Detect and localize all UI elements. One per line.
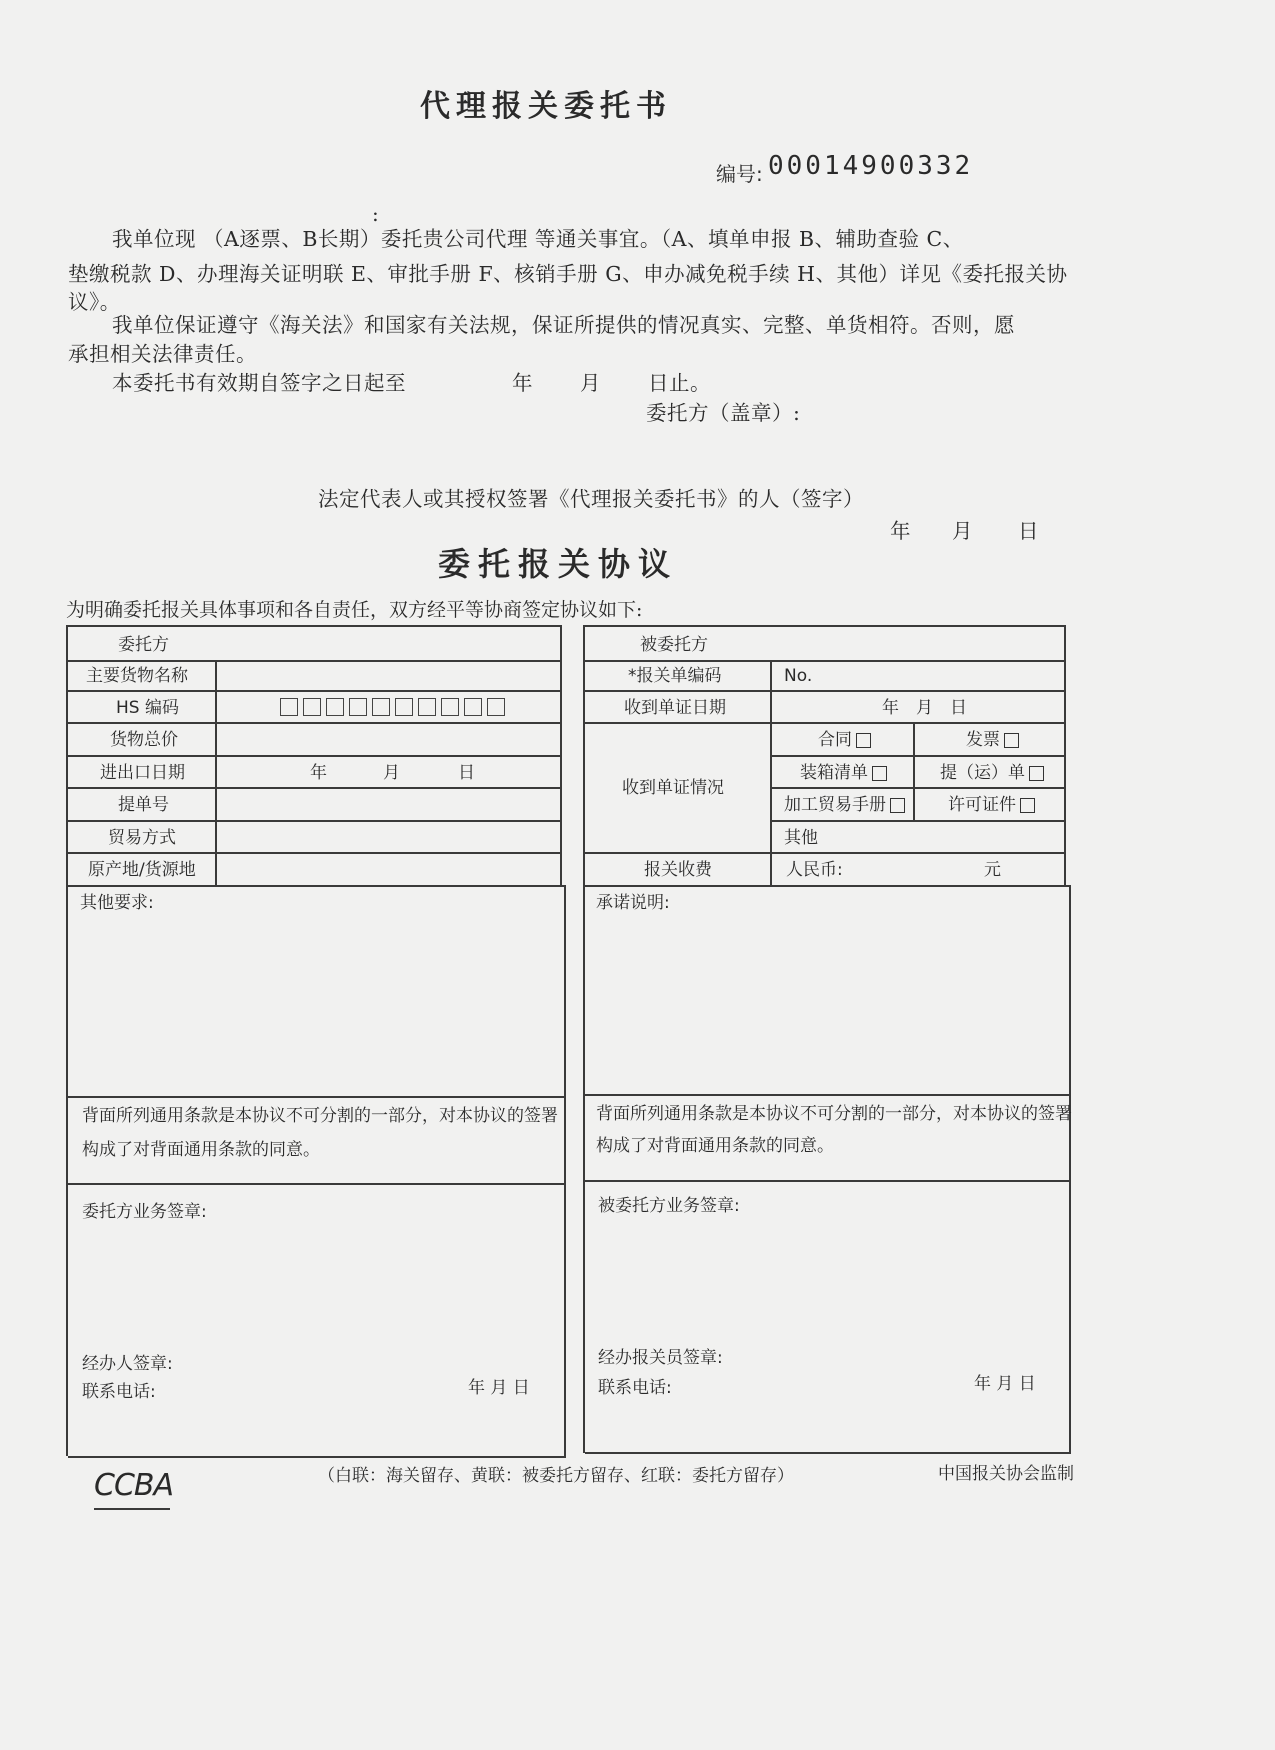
handler-sign: 经办人签章: [82,1354,173,1374]
left-table-left [66,625,68,1456]
rd-day: 日 [950,698,967,718]
invoice-label: 发票 [966,730,1000,750]
rrow-5 [770,787,1065,789]
left-table-top [66,625,561,627]
processing-manual-checkbox[interactable] [890,798,905,813]
check-processing-manual[interactable] [784,793,905,817]
para1-line1: 我单位现 （A逐票、B长期）委托贵公司代理 等通关事宜。（A、填单申报 B、辅助查验 C、 [112,227,964,251]
label-agent: 被委托方 [640,635,708,655]
label-received-date: 收到单证日期 [624,698,726,718]
rrow-8 [583,885,1071,887]
processing-manual-label: 加工贸易手册 [784,795,886,815]
para1-line2: 垫缴税款 D、办理海关证明联 E、审批手册 F、核销手册 G、申办减免税手续 H、其他）详见《委托报关协 [68,262,1068,286]
ccba-logo [94,1468,173,1503]
license-checkbox[interactable] [1020,798,1035,813]
label-received-status: 收到单证情况 [622,778,724,798]
label-other: 其他 [784,828,818,848]
hs-digit-box[interactable] [280,698,298,716]
document-title: 代理报关委托书 [420,89,672,124]
check-contract[interactable] [818,728,871,752]
phone-left: 联系电话: [82,1382,156,1402]
left-table-bottom [68,1456,566,1458]
rd-month: 月 [916,698,933,718]
check-license[interactable] [948,793,1035,817]
logo-underline [94,1508,170,1510]
bill-of-lading-checkbox[interactable] [1029,766,1044,781]
label-client: 委托方 [118,635,169,655]
yuan-label: 元 [984,860,1001,880]
lrow-4 [66,755,561,757]
right-table-left [583,625,585,1453]
label-total-value: 货物总价 [110,730,178,750]
rrow-1 [583,660,1065,662]
commitment-label: 承诺说明: [596,893,670,913]
right-table-bottom [585,1452,1071,1454]
right-terms-line [583,1094,1071,1096]
other-requirements-label: 其他要求: [80,893,154,913]
contract-checkbox[interactable] [856,733,871,748]
left-sign-line [66,1183,566,1185]
para2-line1: 我单位保证遵守《海关法》和国家有关法规，保证所提供的情况真实、完整、单货相符。否则，愿 [112,313,1015,337]
right-check-divider [913,722,915,820]
rrow-2 [583,690,1065,692]
colon-mark: : [372,202,379,226]
rrow-6 [770,820,1065,822]
check-packing-list[interactable] [800,761,887,785]
right-table-right-lower [1069,885,1071,1453]
rrow-7 [583,852,1065,854]
check-bill-of-lading[interactable] [940,761,1044,785]
right-sign-date: 年 月 日 [974,1374,1036,1394]
label-trade-mode: 贸易方式 [108,828,176,848]
label-origin: 原产地/货源地 [88,860,196,880]
label-hs-code: HS 编码 [116,698,179,718]
validity-text: 本委托书有效期自签字之日起至 [112,371,406,395]
para2-line2: 承担相关法律责任。 [68,342,257,366]
label-goods-name: 主要货物名称 [86,666,188,686]
left-sign-date: 年 月 日 [468,1378,530,1398]
check-invoice[interactable] [966,728,1019,752]
lrow-8 [66,885,566,887]
packing-list-label: 装箱清单 [800,763,868,783]
hs-digit-box[interactable] [395,698,413,716]
rd-year: 年 [882,698,899,718]
terms-left-line2: 构成了对背面通用条款的同意。 [82,1140,320,1160]
sign-day: 日 [1018,519,1039,543]
label-declaration-no: *报关单编码 [628,666,722,686]
hs-digit-box[interactable] [418,698,436,716]
hs-digit-box[interactable] [441,698,459,716]
agreement-intro: 为明确委托报关具体事项和各自责任，双方经平等协商签定协议如下: [66,599,643,621]
validity-day: 日止。 [648,371,711,395]
client-seal-label: 委托方（盖章）: [646,401,801,425]
label-fee: 报关收费 [644,860,712,880]
left-table-right-lower [564,885,566,1456]
hs-digit-box[interactable] [303,698,321,716]
para1-line3: 议》。 [68,290,121,314]
label-ie-date: 进出口日期 [100,763,185,783]
hs-digit-box[interactable] [372,698,390,716]
license-label: 许可证件 [948,795,1016,815]
terms-right-line1: 背面所列通用条款是本协议不可分割的一部分，对本协议的签署 [596,1104,1072,1124]
hs-digit-box[interactable] [464,698,482,716]
client-business-seal: 委托方业务签章: [82,1202,207,1222]
hs-digit-box[interactable] [326,698,344,716]
legal-rep-sign: 法定代表人或其授权签署《代理报关委托书》的人（签字） [318,487,864,511]
agreement-title: 委托报关协议 [438,545,679,583]
hs-code-boxes[interactable] [280,698,510,720]
sign-year: 年 [890,519,911,543]
validity-month: 月 [580,371,601,395]
supervised-by: 中国报关协会监制 [938,1464,1074,1484]
label-bl-no: 提单号 [118,795,169,815]
broker-sign: 经办报关员签章: [598,1348,723,1368]
bill-of-lading-label: 提（运）单 [940,763,1025,783]
declaration-no-prefix: No. [784,666,813,686]
sign-month: 月 [952,519,973,543]
left-terms-line [66,1096,566,1098]
lrow-6 [66,820,561,822]
ie-date-year: 年 [310,763,327,783]
logo-text: CCBA [94,1468,173,1503]
ie-date-month: 月 [383,763,400,783]
rrow-3 [583,722,1065,724]
contract-label: 合同 [818,730,852,750]
serial-label: 编号: [716,162,763,186]
hs-digit-box[interactable] [487,698,505,716]
copies-note: （白联：海关留存、黄联：被委托方留存、红联：委托方留存） [318,1466,794,1486]
validity-year: 年 [512,371,533,395]
packing-list-checkbox[interactable] [872,766,887,781]
ie-date-day: 日 [458,763,475,783]
right-table-top [583,625,1065,627]
invoice-checkbox[interactable] [1004,733,1019,748]
lrow-3 [66,722,561,724]
lrow-2 [66,690,561,692]
phone-right: 联系电话: [598,1378,672,1398]
serial-number: 00014900332 [768,151,974,181]
hs-digit-box[interactable] [349,698,367,716]
right-sign-line [583,1180,1071,1182]
terms-right-line2: 构成了对背面通用条款的同意。 [596,1136,834,1156]
lrow-7 [66,852,561,854]
terms-left-line1: 背面所列通用条款是本协议不可分割的一部分，对本协议的签署 [82,1106,558,1126]
agent-business-seal: 被委托方业务签章: [598,1196,740,1216]
rmb-label: 人民币: [786,860,843,880]
lrow-5 [66,787,561,789]
lrow-1 [66,660,561,662]
rrow-4 [770,755,1065,757]
